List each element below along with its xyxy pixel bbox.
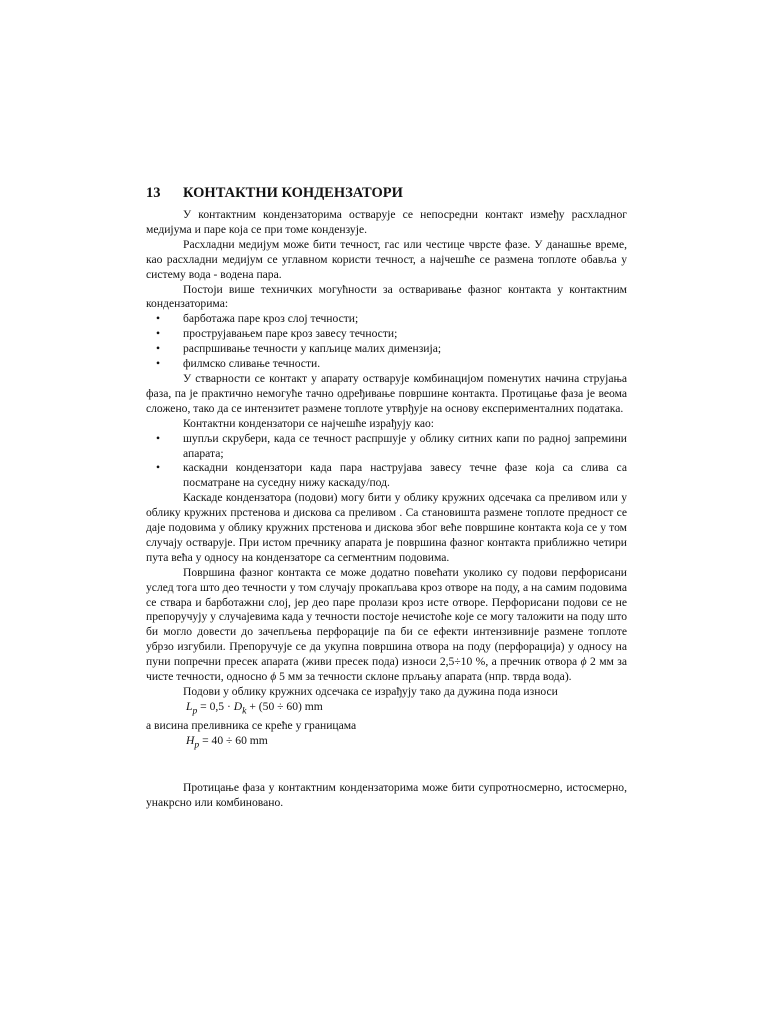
list-item-text: филмско сливање течности.	[183, 357, 321, 371]
paragraph-10: Протицање фаза у контактним кондензаторима може бити супротносмерно, истосмерно, унакрсно или комбиновано.	[146, 781, 627, 810]
contact-methods-list	[146, 312, 627, 372]
paragraph-2: Расхладни медијум може бити течност, гас или честице чврсте фазе. У данашње време, као расхладни медијум се углавном користи течност, а најчешће се размена топлоте обавља у систему вода - водена пара.	[146, 237, 627, 281]
formula-subscript: p	[194, 739, 200, 751]
section-heading	[146, 184, 627, 202]
paragraph-7-part-a: Површина фазног контакта се може додатно повећати уколико су подови перфорисани услед тога што део течности у том случају прокапљава кроз отворе на поду, а на самим подовима се ствара и барботажни слој, јер део паре пролази кроз исте отворе. Перфорисани подови се не препоручују у случајевима када у течности постоје нечистоће које се могу таложити на поду што би могло довести до зачепљења перфорације па би се ефекти интензивније размене топлоте убрзо изгубили. Препоручује се да укупна површина отвора на поду (перфорација) у односу на пуни попречни пресек апарата (живи пресек пода) износи 2,5÷10 %, а пречник отвора	[146, 565, 627, 669]
paragraph-7	[146, 566, 627, 685]
formula-text: + (50 ÷ 60) mm	[246, 699, 323, 713]
section-number: 13	[146, 185, 161, 201]
phi-symbol: ϕ	[270, 670, 277, 684]
list-item	[146, 312, 627, 327]
formula-symbol: D	[233, 699, 243, 713]
list-item-text: барботажа паре кроз слој течности;	[183, 312, 359, 326]
bullet-icon: •	[156, 431, 161, 445]
formula-subscript: p	[192, 705, 198, 717]
paragraph-7-part-c: 5 мм за течности склоне прљању апарата (нпр. тврда вода).	[276, 670, 572, 684]
list-item-text: прострујавањем паре кроз завесу течности;	[183, 327, 398, 341]
list-item	[146, 357, 627, 372]
phi-symbol: ϕ	[580, 655, 587, 669]
paragraph-8: Подови у облику кружних одсечака се израђују тако да дужина пода износи	[183, 685, 558, 698]
list-item	[146, 327, 627, 342]
formula-text: = 0,5 ·	[197, 699, 234, 713]
bullet-icon: •	[156, 357, 161, 371]
formula-weir-height	[146, 734, 627, 753]
list-item-text: распршивање течности у капљице малих димензија;	[183, 342, 442, 356]
paragraph-1: У контактним кондензаторима остварује се непосредни контакт између расхладног медијума и паре која се при томе кондензује.	[146, 208, 627, 236]
paragraph-9: а висина преливника се креће у границама	[146, 719, 357, 733]
bullet-icon: •	[156, 461, 161, 475]
list-item	[146, 432, 627, 462]
paragraph-7-part-b: 2 мм за чисте течности, односно	[146, 655, 627, 684]
formula-floor-length	[146, 700, 627, 719]
condenser-types-list	[146, 432, 627, 492]
list-item	[146, 461, 627, 491]
bullet-icon: •	[156, 312, 161, 326]
list-item-text: каскадни кондензатори када пара наструјава завесу течне фазе која са слива са посматране на суседну нижу каскаду/под.	[183, 461, 627, 490]
list-item-text: шупљи скрубери, када се течност распршује у облику ситних капи по радној запремини апарата;	[183, 431, 627, 460]
paragraph-3: Постоји више техничких могућности за остваривање фазног контакта у контактним кондензаторима:	[146, 282, 627, 311]
formula-subscript: k	[242, 705, 247, 717]
paragraph-4: У стварности се контакт у апарату остварује комбинацијом поменутих начина струјања фаза, па је практично немогуће тачно одређивање површине контакта. Протицање фаза је веома сложено, тако да се интензитет размене топлоте утврђује на основу експерименталних података.	[146, 371, 627, 415]
spacer	[146, 753, 627, 781]
formula-symbol: L	[186, 699, 193, 713]
paragraph-5: Контактни кондензатори се најчешће израђују као:	[183, 416, 435, 430]
formula-symbol: H	[186, 734, 195, 748]
formula-text: = 40 ÷ 60 mm	[199, 734, 268, 748]
bullet-icon: •	[156, 327, 161, 341]
document-page	[146, 184, 627, 811]
bullet-icon: •	[156, 342, 161, 356]
list-item	[146, 342, 627, 357]
section-title: КОНТАКТНИ КОНДЕНЗАТОРИ	[183, 185, 403, 201]
paragraph-6: Каскаде кондензатора (подови) могу бити у облику кружних одсечака са преливом или у облику кружних прстенова и дискова са преливом . Са становишта размене топлоте предност се даје подовима у облику кружних прстенова и дискова због веће површине контакта која се у том случају остварује. При истом пречнику апарата је површина фазног контакта приближно четири пута већа у односу на кондензаторе са сегментним подовима.	[146, 491, 627, 564]
